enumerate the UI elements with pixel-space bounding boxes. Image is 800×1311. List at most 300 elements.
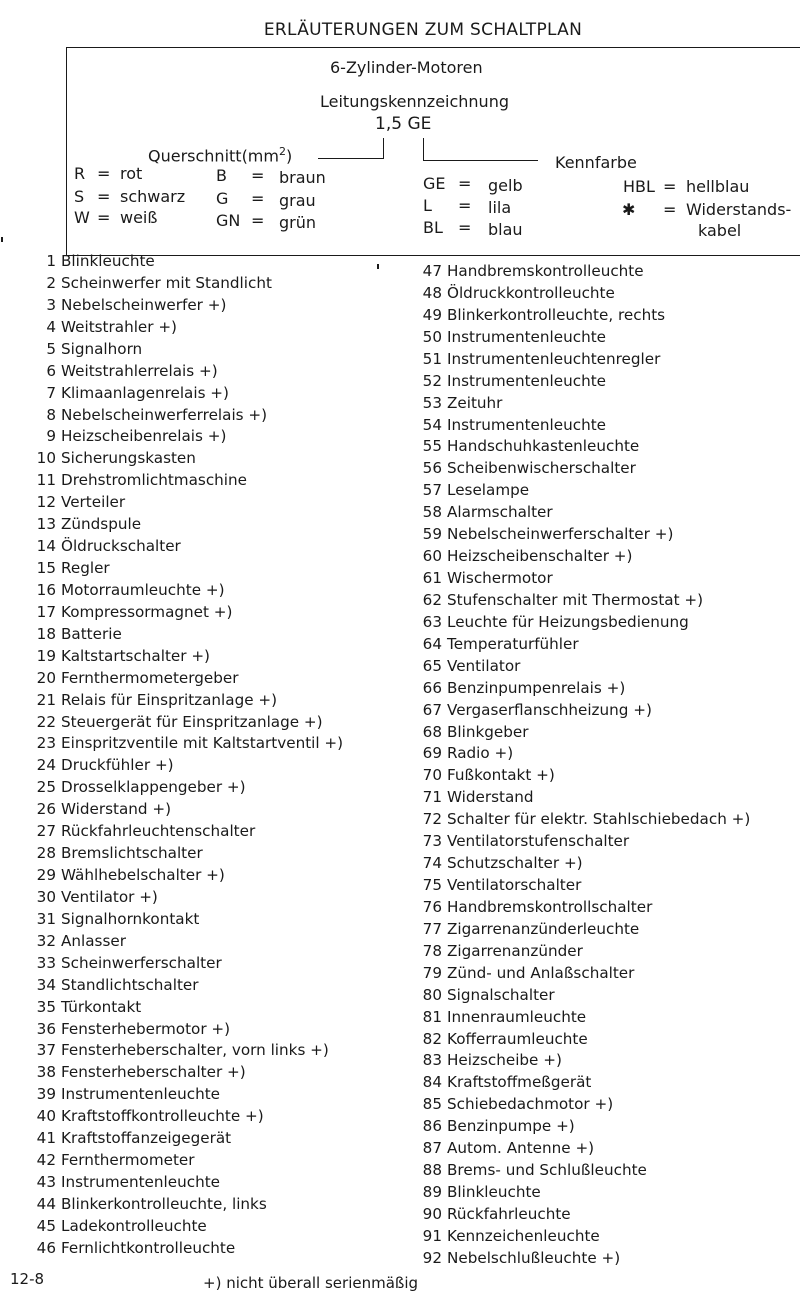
- list-item: [418, 591, 703, 609]
- item-number: 69: [422, 744, 442, 763]
- list-item: [32, 274, 272, 292]
- item-label: Instrumentenleuchte: [447, 415, 606, 434]
- list-item: [32, 1129, 231, 1147]
- item-label: Zigarrenanzünder: [447, 941, 583, 960]
- item-number: 7: [46, 383, 56, 402]
- scan-mark: [1, 237, 3, 242]
- item-label: Relais für Einspritzanlage +): [61, 690, 278, 709]
- item-number: 35: [36, 997, 56, 1016]
- item-number: 8: [46, 405, 56, 424]
- color-code: BL: [423, 218, 443, 237]
- list-item: [32, 998, 141, 1016]
- item-number: 4: [46, 317, 56, 336]
- item-number: 79: [422, 963, 442, 982]
- color-code: L: [423, 196, 432, 215]
- color-name: grau: [279, 191, 316, 210]
- equals-sign: =: [251, 211, 265, 230]
- item-number: 21: [36, 690, 56, 709]
- color-label: Kennfarbe: [555, 153, 637, 172]
- list-item: [32, 756, 174, 774]
- item-label: Fensterheberschalter, vorn links +): [61, 1041, 329, 1060]
- item-number: 74: [422, 854, 442, 873]
- item-number: 65: [422, 656, 442, 675]
- item-label: Standlichtschalter: [61, 975, 199, 994]
- item-number: 76: [422, 897, 442, 916]
- item-label: Ventilatorstufenschalter: [447, 832, 630, 851]
- list-item: [418, 657, 520, 675]
- page-number: 12-8: [10, 1270, 45, 1288]
- item-label: Heizscheibenschalter +): [447, 547, 633, 566]
- list-item: [418, 262, 644, 280]
- item-number: 50: [422, 327, 442, 346]
- list-item: [32, 669, 238, 687]
- item-label: Wischermotor: [447, 569, 553, 588]
- item-number: 46: [36, 1238, 56, 1257]
- list-item: [32, 471, 247, 489]
- list-item: [32, 866, 225, 884]
- item-label: Heizscheibe +): [447, 1051, 562, 1070]
- item-label: Innenraumleuchte: [447, 1007, 587, 1026]
- list-item: [418, 1073, 591, 1091]
- item-label: Signalhornkontakt: [61, 909, 200, 928]
- list-item: [418, 788, 534, 806]
- color-name: rot: [120, 164, 143, 183]
- color-name: schwarz: [120, 187, 186, 206]
- item-number: 9: [46, 427, 56, 446]
- item-number: 39: [36, 1085, 56, 1104]
- equals-sign: =: [663, 200, 677, 219]
- item-label: Druckfühler +): [61, 756, 174, 775]
- list-item: [32, 1217, 207, 1235]
- item-number: 30: [36, 887, 56, 906]
- item-label: Kennzeichenleuchte: [447, 1226, 600, 1245]
- item-label: Signalhorn: [61, 339, 143, 358]
- color-name: braun: [279, 168, 326, 187]
- item-label: Leuchte für Heizungsbedienung: [447, 612, 689, 631]
- list-item: [418, 525, 673, 543]
- list-item: [418, 459, 636, 477]
- list-item: [418, 1249, 620, 1267]
- list-item: [32, 340, 142, 358]
- item-number: 6: [46, 361, 56, 380]
- item-label: Kompressormagnet +): [61, 602, 233, 621]
- list-item: [32, 493, 125, 511]
- item-label: Anlasser: [61, 931, 126, 950]
- item-label: Schutzschalter +): [447, 854, 583, 873]
- equals-sign: =: [458, 196, 472, 215]
- item-label: Bremslichtschalter: [61, 844, 203, 863]
- list-item: [32, 406, 267, 424]
- item-number: 33: [36, 953, 56, 972]
- list-item: [418, 876, 581, 894]
- list-item: [418, 723, 529, 741]
- item-label: Sicherungskasten: [61, 449, 196, 468]
- equals-sign: =: [458, 174, 472, 193]
- list-item: [418, 1030, 588, 1048]
- item-number: 32: [36, 931, 56, 950]
- item-number: 48: [422, 283, 442, 302]
- item-label: Wählhebelschalter +): [61, 866, 225, 885]
- item-label: Türkontakt: [61, 997, 142, 1016]
- item-number: 92: [422, 1248, 442, 1267]
- item-number: 22: [36, 712, 56, 731]
- item-number: 23: [36, 734, 56, 753]
- resistor-cable-continuation: kabel: [698, 221, 742, 240]
- legend-heading: 6-Zylinder-Motoren: [330, 58, 483, 77]
- item-number: 83: [422, 1051, 442, 1070]
- list-item: [418, 1117, 575, 1135]
- item-label: Blinkgeber: [447, 722, 529, 741]
- item-number: 87: [422, 1139, 442, 1158]
- item-label: Heizscheibenrelais +): [61, 427, 227, 446]
- color-code: HBL: [623, 177, 655, 196]
- item-number: 61: [422, 569, 442, 588]
- item-number: 25: [36, 778, 56, 797]
- list-item: [418, 635, 579, 653]
- list-item: [32, 1239, 235, 1257]
- item-number: 62: [422, 590, 442, 609]
- item-number: 64: [422, 634, 442, 653]
- item-number: 20: [36, 668, 56, 687]
- item-label: Rückfahrleuchte: [447, 1204, 571, 1223]
- item-label: Blinkerkontrolleuchte, links: [61, 1194, 267, 1213]
- item-number: 43: [36, 1173, 56, 1192]
- item-label: Autom. Antenne +): [447, 1139, 595, 1158]
- item-number: 56: [422, 459, 442, 478]
- list-item: [418, 569, 553, 587]
- list-item: [418, 328, 606, 346]
- equals-sign: =: [97, 208, 111, 227]
- item-number: 5: [46, 339, 56, 358]
- list-item: [32, 1041, 329, 1059]
- item-label: Zündspule: [61, 515, 142, 534]
- list-item: [32, 515, 141, 533]
- item-label: Nebelscheinwerfer +): [61, 295, 227, 314]
- list-item: [32, 734, 343, 752]
- item-number: 59: [422, 525, 442, 544]
- item-number: 52: [422, 371, 442, 390]
- item-label: Brems- und Schlußleuchte: [447, 1161, 647, 1180]
- item-number: 12: [36, 493, 56, 512]
- item-number: 70: [422, 766, 442, 785]
- list-item: [32, 822, 255, 840]
- color-name: gelb: [488, 176, 523, 195]
- item-label: Vergaserflanschheizung +): [447, 700, 652, 719]
- color-code: G: [216, 189, 229, 208]
- item-number: 10: [36, 449, 56, 468]
- item-number: 57: [422, 481, 442, 500]
- item-number: 14: [36, 537, 56, 556]
- item-number: 75: [422, 876, 442, 895]
- item-label: Kraftstoffanzeigegerät: [61, 1129, 232, 1148]
- color-name: hellblau: [686, 177, 750, 196]
- item-label: Kaltstartschalter +): [61, 646, 210, 665]
- color-code: W: [74, 208, 90, 227]
- equals-sign: =: [97, 164, 111, 183]
- item-number: 45: [36, 1216, 56, 1235]
- list-item: [32, 691, 277, 709]
- list-item: [418, 394, 502, 412]
- item-label: Ventilator: [447, 656, 521, 675]
- list-item: [32, 384, 229, 402]
- item-label: Instrumentenleuchte: [61, 1173, 220, 1192]
- item-number: 11: [36, 471, 56, 490]
- item-number: 24: [36, 756, 56, 775]
- list-item: [32, 1151, 195, 1169]
- item-label: Stufenschalter mit Thermostat +): [447, 590, 704, 609]
- item-label: Nebelscheinwerferrelais +): [61, 405, 268, 424]
- list-item: [32, 1107, 264, 1125]
- list-item: [32, 910, 199, 928]
- color-code: R: [74, 164, 86, 183]
- list-item: [418, 1051, 562, 1069]
- item-number: 42: [36, 1151, 56, 1170]
- color-code: S: [74, 187, 85, 206]
- item-number: 78: [422, 941, 442, 960]
- item-number: 16: [36, 580, 56, 599]
- color-name: grün: [279, 213, 317, 232]
- color-riser: [423, 138, 424, 160]
- list-item: [418, 1008, 586, 1026]
- list-item: [418, 986, 555, 1004]
- color-code: GN: [216, 211, 241, 230]
- item-number: 1: [46, 252, 56, 270]
- item-label: Signalschalter: [447, 985, 555, 1004]
- item-label: Scheinwerferschalter: [61, 953, 222, 972]
- list-item: [418, 1227, 600, 1245]
- item-label: Ladekontrolleuchte: [61, 1216, 207, 1235]
- item-number: 27: [36, 822, 56, 841]
- list-item: [418, 701, 652, 719]
- color-name: weiß: [120, 208, 158, 227]
- list-item: [32, 647, 210, 665]
- item-label: Kraftstoffkontrolleuchte +): [61, 1107, 264, 1126]
- list-item: [418, 416, 606, 434]
- item-number: 37: [36, 1041, 56, 1060]
- item-number: 19: [36, 646, 56, 665]
- list-item: [32, 362, 218, 380]
- list-item: [418, 1139, 594, 1157]
- list-item: [32, 1063, 246, 1081]
- equals-sign: =: [251, 166, 265, 185]
- item-number: 72: [422, 810, 442, 829]
- item-label: Blinkerkontrolleuchte, rechts: [447, 305, 666, 324]
- list-item: [418, 481, 529, 499]
- item-label: Klimaanlagenrelais +): [61, 383, 229, 402]
- item-label: Schalter für elektr. Stahlschiebedach +): [447, 810, 751, 829]
- list-item: [32, 888, 158, 906]
- list-item: [418, 810, 750, 828]
- item-number: 67: [422, 700, 442, 719]
- item-label: Schiebedachmotor +): [447, 1095, 614, 1114]
- item-label: Zeituhr: [447, 393, 503, 412]
- color-name: Widerstands-: [686, 200, 792, 219]
- item-label: Scheinwerfer mit Standlicht: [61, 273, 272, 292]
- item-label: Fernlichtkontrolleuchte: [61, 1238, 236, 1257]
- list-item: [32, 800, 171, 818]
- item-number: 60: [422, 547, 442, 566]
- list-item: [32, 1020, 230, 1038]
- item-number: 82: [422, 1029, 442, 1048]
- page-title: ERLÄUTERUNGEN ZUM SCHALTPLAN: [263, 20, 583, 40]
- footnote: +) nicht überall serienmäßig: [203, 1274, 419, 1292]
- list-item: [418, 1183, 541, 1201]
- item-number: 88: [422, 1161, 442, 1180]
- legend-example: 1,5 GE: [375, 114, 432, 134]
- item-number: 38: [36, 1063, 56, 1082]
- item-number: 90: [422, 1204, 442, 1223]
- item-number: 73: [422, 832, 442, 851]
- item-label: Motorraumleuchte +): [61, 580, 225, 599]
- item-number: 3: [46, 295, 56, 314]
- item-number: 84: [422, 1073, 442, 1092]
- item-label: Leselampe: [447, 481, 530, 500]
- item-label: Widerstand: [447, 788, 534, 807]
- item-label: Verteiler: [61, 493, 126, 512]
- list-item: [32, 559, 110, 577]
- item-number: 28: [36, 844, 56, 863]
- item-number: 51: [422, 349, 442, 368]
- list-item: [418, 547, 632, 565]
- item-label: Fernthermometergeber: [61, 668, 239, 687]
- list-item: [32, 976, 199, 994]
- list-item: [32, 1195, 267, 1213]
- item-number: 13: [36, 515, 56, 534]
- item-label: Drehstromlichtmaschine: [61, 471, 247, 490]
- item-label: Instrumentenleuchte: [447, 371, 606, 390]
- list-item: [418, 306, 665, 324]
- item-number: 86: [422, 1117, 442, 1136]
- item-number: 2: [46, 273, 56, 292]
- list-item: [418, 832, 629, 850]
- list-item: [418, 437, 639, 455]
- item-label: Fernthermometer: [61, 1151, 195, 1170]
- item-number: 26: [36, 800, 56, 819]
- item-label: Handbremskontrolleuchte: [447, 262, 644, 280]
- item-number: 80: [422, 985, 442, 1004]
- list-item: [32, 1085, 220, 1103]
- list-item: [32, 713, 323, 731]
- list-item: [418, 898, 652, 916]
- item-label: Zigarrenanzünderleuchte: [447, 919, 640, 938]
- equals-sign: =: [251, 189, 265, 208]
- list-item: [418, 1095, 613, 1113]
- item-label: Ventilator +): [61, 887, 158, 906]
- item-label: Blinkleuchte: [447, 1183, 541, 1202]
- item-label: Drosselklappengeber +): [61, 778, 246, 797]
- item-label: Handbremskontrollschalter: [447, 897, 653, 916]
- list-item: [418, 679, 625, 697]
- item-label: Kraftstoffmeßgerät: [447, 1073, 592, 1092]
- item-number: 68: [422, 722, 442, 741]
- color-name: blau: [488, 220, 523, 239]
- item-label: Radio +): [447, 744, 514, 763]
- color-code: GE: [423, 174, 446, 193]
- color-name: lila: [488, 198, 512, 217]
- item-label: Instrumentenleuchte: [61, 1085, 220, 1104]
- list-item: [32, 318, 177, 336]
- cross-section-connector: [318, 158, 383, 159]
- list-item: [32, 932, 126, 950]
- item-number: 29: [36, 866, 56, 885]
- item-label: Instrumentenleuchte: [447, 327, 606, 346]
- item-number: 15: [36, 559, 56, 578]
- item-label: Handschuhkastenleuchte: [447, 437, 640, 456]
- list-item: [32, 252, 155, 270]
- item-number: 34: [36, 975, 56, 994]
- list-item: [32, 1173, 220, 1191]
- list-item: [32, 581, 225, 599]
- list-item: [32, 537, 181, 555]
- item-number: 47: [422, 262, 442, 280]
- item-number: 85: [422, 1095, 442, 1114]
- item-label: Weitstrahlerrelais +): [61, 361, 218, 380]
- list-item: [32, 844, 203, 862]
- list-item: [418, 1161, 647, 1179]
- list-item: [418, 372, 606, 390]
- item-label: Steuergerät für Einspritzanlage +): [61, 712, 323, 731]
- item-label: Zünd- und Anlaßschalter: [447, 963, 635, 982]
- list-item: [32, 296, 226, 314]
- item-number: 49: [422, 305, 442, 324]
- item-number: 18: [36, 624, 56, 643]
- item-label: Nebelscheinwerferschalter +): [447, 525, 674, 544]
- item-number: 58: [422, 503, 442, 522]
- item-label: Weitstrahler +): [61, 317, 177, 336]
- scan-mark: [377, 264, 379, 269]
- item-label: Rückfahrleuchtenschalter: [61, 822, 256, 841]
- item-label: Fußkontakt +): [447, 766, 555, 785]
- item-label: Widerstand +): [61, 800, 172, 819]
- item-number: 40: [36, 1107, 56, 1126]
- item-label: Öldruckschalter: [61, 537, 181, 556]
- list-item: [418, 854, 583, 872]
- item-label: Kofferraumleuchte: [447, 1029, 588, 1048]
- list-item: [32, 603, 232, 621]
- list-item: [32, 954, 222, 972]
- resistor-cable-icon: ✱: [622, 200, 636, 219]
- item-label: Batterie: [61, 624, 122, 643]
- item-label: Fensterheberschalter +): [61, 1063, 246, 1082]
- item-label: Benzinpumpenrelais +): [447, 678, 626, 697]
- list-item: [32, 427, 226, 445]
- list-item: [418, 744, 513, 762]
- item-number: 66: [422, 678, 442, 697]
- color-code: B: [216, 166, 227, 185]
- list-item: [418, 766, 555, 784]
- item-number: 31: [36, 909, 56, 928]
- list-item: [32, 778, 246, 796]
- list-item: [32, 625, 122, 643]
- item-number: 71: [422, 788, 442, 807]
- list-item: [418, 613, 689, 631]
- item-label: Blinkleuchte: [61, 252, 155, 270]
- item-number: 55: [422, 437, 442, 456]
- item-label: Alarmschalter: [447, 503, 553, 522]
- legend-subheading: Leitungskennzeichnung: [320, 92, 509, 111]
- item-label: Fensterhebermotor +): [61, 1019, 231, 1038]
- item-number: 91: [422, 1226, 442, 1245]
- item-label: Regler: [61, 559, 110, 578]
- item-label: Temperaturfühler: [447, 634, 579, 653]
- item-label: Benzinpumpe +): [447, 1117, 575, 1136]
- item-label: Nebelschlußleuchte +): [447, 1248, 621, 1267]
- list-item: [418, 1205, 571, 1223]
- list-item: [418, 964, 634, 982]
- item-number: 44: [36, 1194, 56, 1213]
- item-label: Ventilatorschalter: [447, 876, 582, 895]
- item-number: 17: [36, 602, 56, 621]
